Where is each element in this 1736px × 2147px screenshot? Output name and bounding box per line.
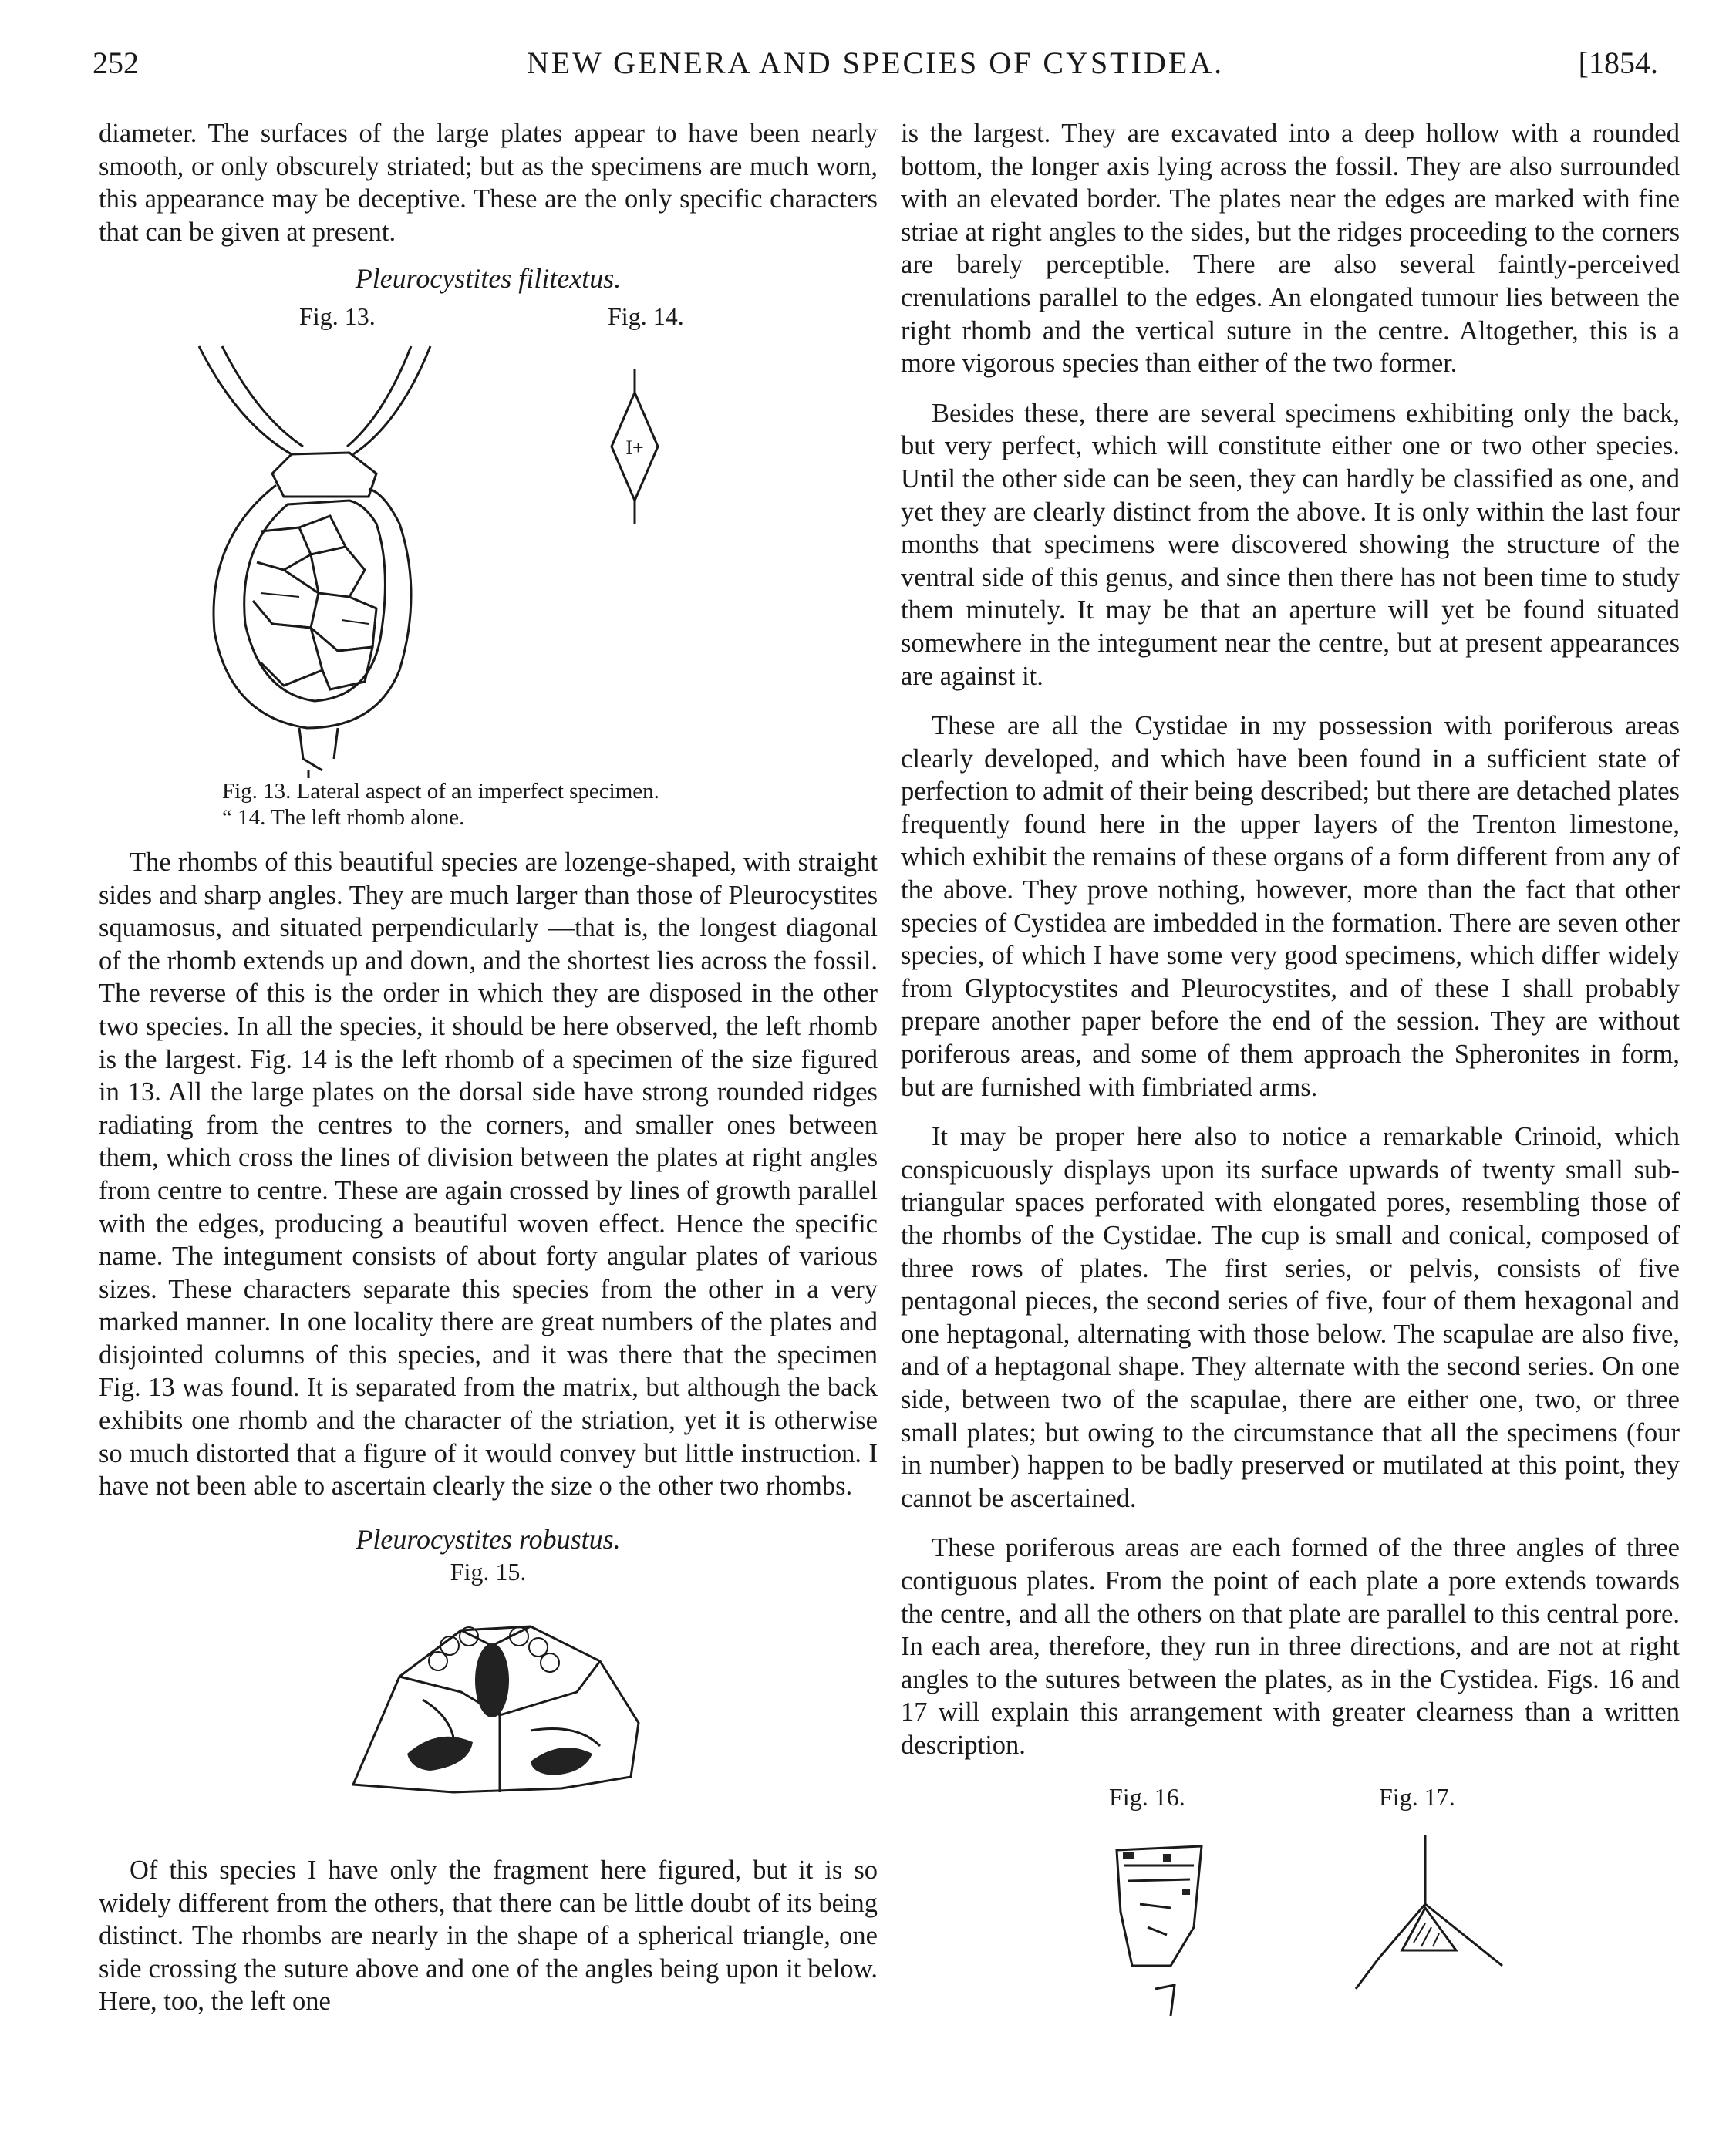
right-paragraph-5: These poriferous areas are each formed of the three angles of three contiguous plates. From the point of each plate a pore extends towards the centre, and all the others on that plate are parallel to this central pore. In each area, therefore, they run in three directions, and are not at right angles to the sutures between the plates, as in the Cystidea. Figs. 16 and 17 will explain this arrangement with greater clearness than a written description. <box>901 1533 1680 1760</box>
right-paragraph-4: It may be proper here also to notice a remarkable Crinoid, which conspicuously displays upon its surface upwards of twenty small sub-triangular spaces perforated with elongated pores, resembling those of the rhombs of the Cystidae. The cup is small and conical, composed of three rows of plates. The first series, or pelvis, consists of five pentagonal pieces, the second series of five, four of them hexagonal and one heptagonal, alternating with those below. The scapulae are also five, and of a heptagonal shape. They alternate with the second series. On one side, between two of the scapulae, there are either one, two, or three small plates; but owing to the circumstance that all the specimens (four in number) happen to be badly preserved or mutilated at this point, they cannot be ascertained. <box>901 1122 1680 1513</box>
figure-16-17-area <box>901 1827 1680 2027</box>
page-number: 252 <box>93 46 139 80</box>
caption-fig-14: “ 14. The left rhomb alone. <box>222 804 465 830</box>
running-header <box>93 45 1658 91</box>
figure-13-14-area <box>99 339 878 778</box>
fig-13-14-labels <box>99 300 878 339</box>
caption-fig-13: Fig. 13. Lateral aspect of an imperfect specimen. <box>222 778 659 804</box>
fig16-label: Fig. 16. <box>1109 1782 1185 1811</box>
figure-14-left-rhomb <box>604 369 666 524</box>
running-year: [1854. <box>1578 46 1658 80</box>
fig15-label: Fig. 15. <box>450 1558 527 1586</box>
right-column <box>901 117 1680 2027</box>
figure-15-robustus-fragment <box>99 1599 878 1831</box>
intro-paragraph: diameter. The surfaces of the large plates appear to have been nearly smooth, or only obscurely striated; but as the specimens are much worn, this appearance may be deceptive. These are the only specific characters that can be given at present. <box>99 119 878 247</box>
left-column <box>99 117 878 2018</box>
right-paragraph-3: These are all the Cystidae in my possession with poriferous areas clearly developed, and which have been found in a sufficient state of perfection to admit of their being described; but there are detached plates frequently found here in the upper layers of the Trenton limestone, which exhibit the remains of these organs of a form different from any of the above. They prove nothing, however, more than the fact that other species of Cystidea are imbedded in the formation. There are seven other species, of which I have some very good specimens, which differ widely from Glyptocystites and Pleurocystites, and of these I shall probably prepare another paper before the end of the session. They are without poriferous areas, and some of them approach the Spheronites in form, but are furnished with fimbriated arms. <box>901 711 1680 1102</box>
right-paragraph-2: Besides these, there are several specimens exhibiting only the back, but very perfect, which will constitute either one or two other species. Until the other side can be seen, they can hardly be classified as one, and yet they are clearly distinct from the above. It is only within the last four months that specimens were discovered showing the structure of the ventral side of this genus, and since then there has not been time to study them minutely. It may be that an aperture will yet be found situated somewhere in the integument near the centre, but at present appearances are against it. <box>901 398 1680 691</box>
figure-17-poriferous-pores <box>1348 1835 1518 2020</box>
fig-16-17-labels <box>901 1781 1680 1819</box>
figure-16-poriferous-area <box>1101 1835 1225 2020</box>
fig14-label: Fig. 14. <box>608 302 684 330</box>
species-heading-filitextus: Pleurocystites filitextus. <box>355 263 622 295</box>
species-heading-robustus: Pleurocystites robustus. <box>356 1523 621 1555</box>
figure-14-glyph: I+ <box>625 436 644 459</box>
figure-13-lateral-aspect <box>145 339 546 778</box>
rhomb-paragraph: The rhombs of this beautiful species are lozenge-shaped, with straight sides and sharp angles. They are much larger than those of Pleurocystites squamosus, and situated perpendicularly —that is, the longest diagonal of the rhomb extends up and down, and the shortest lies across the fossil. The reverse of this is the order in which they are disposed in the other two species. In all the species, it should be here observed, the left rhomb is the largest. Fig. 14 is the left rhomb of a specimen of the size figured in 13. All the large plates on the dorsal side have strong rounded ridges radiating from the centres to the corners, and smaller ones between them, which cross the lines of division between the plates at right angles from centre to centre. These are again crossed by lines of growth parallel with the edges, producing a beautiful woven effect. Hence the specific name. The integument consists of about forty angular plates of various sizes. These characters separate this species from the other in a very marked manner. In one locality there are great numbers of the plates and disjointed columns of this species, and it was there that the specimen Fig. 13 was found. It is separated from the matrix, but although the back exhibits one rhomb and the character of the striation, yet it is otherwise so much distorted that a figure of it would convey but little instruction. I have not been able to ascertain clearly the size o the other two rhombs. <box>99 847 878 1502</box>
robustus-paragraph: Of this species I have only the fragment here figured, but it is so widely different from the others, that there can be little doubt of its being distinct. The rhombs are nearly in the shape of a spherical triangle, one side crossing the suture above and one of the angles being upon it below. Here, too, the left one <box>99 1855 878 2017</box>
figure-13-14-captions <box>99 778 878 831</box>
running-title: NEW GENERA AND SPECIES OF CYSTIDEA. <box>526 46 1225 80</box>
fig13-label: Fig. 13. <box>299 302 376 330</box>
fig17-label: Fig. 17. <box>1379 1782 1455 1811</box>
right-paragraph-1: is the largest. They are excavated into a deep hollow with a rounded bottom, the longer axis lying across the fossil. They are also surrounded with an elevated border. The plates near the edges are marked with fine striae at right angles to the sides, but the ridges proceeding to the corners are barely perceptible. There are also several faintly-perceived crenulations parallel to the edges. An elongated tumour lies between the right rhomb and the vertical suture in the centre. Altogether, this is a more vigorous species than either of the two former. <box>901 119 1680 379</box>
